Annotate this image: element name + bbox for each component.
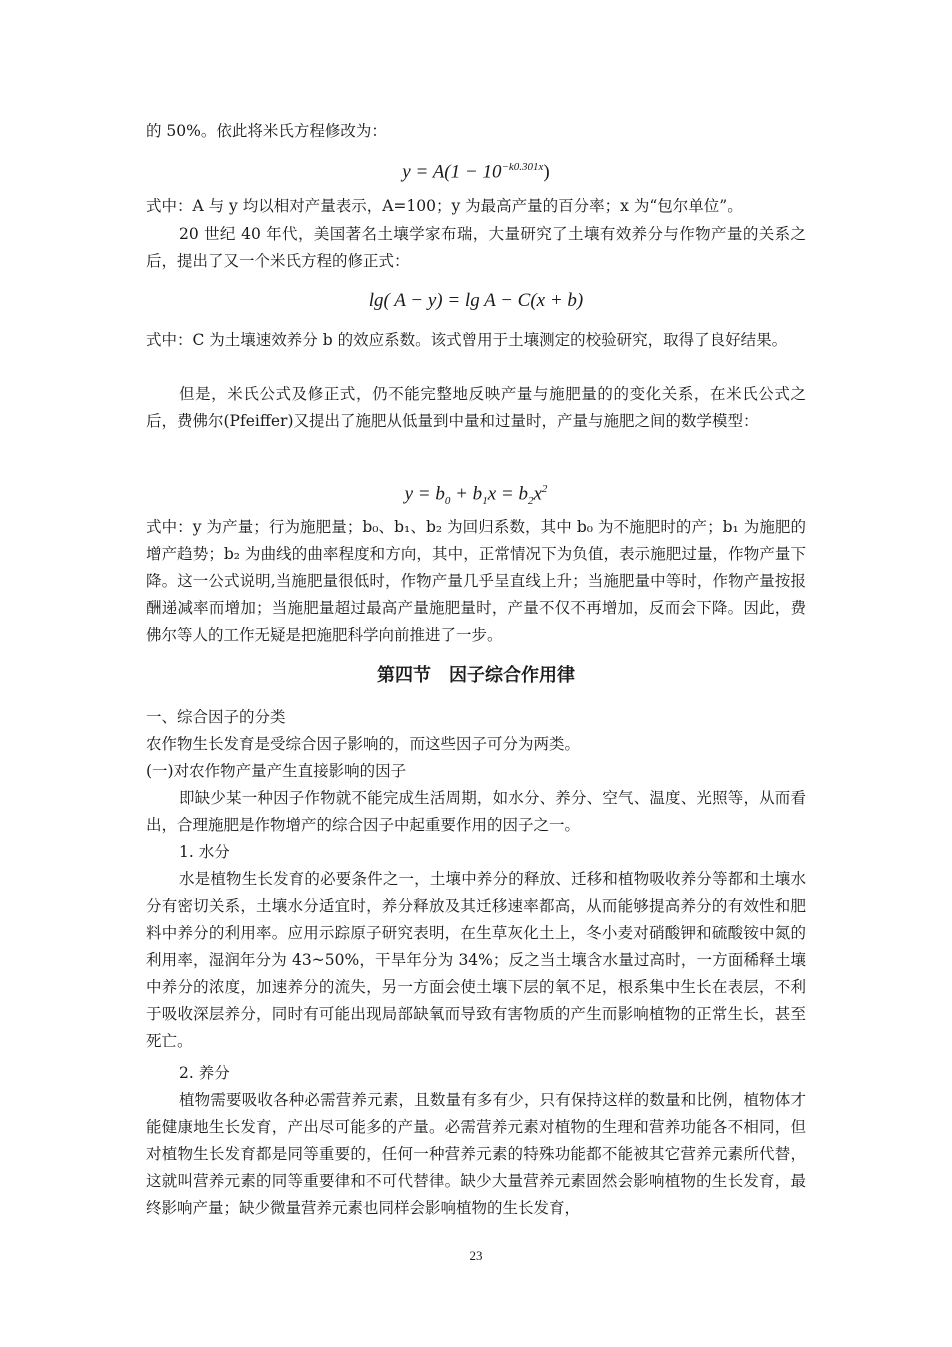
paragraph: 即缺少某一种因子作物就不能完成生活周期，如水分、养分、空气、温度、光照等，从而看出，合理施肥是作物增产的综合因子中起重要作用的因子之一。 (146, 789, 806, 834)
paragraph: 但是，米氏公式及修正式，仍不能完整地反映产量与施肥量的的变化关系，在米氏公式之后，费佛尔(Pfeiffer)又提出了施肥从低量到中量和过量时，产量与施肥之间的数学模型： (146, 385, 806, 430)
paragraph: 式中：C 为土壤速效养分 b 的效应系数。该式曾用于土壤测定的校验研究，取得了良好结果。 (146, 331, 788, 349)
paragraph: 20 世纪 40 年代，美国著名土壤学家布瑞，大量研究了土壤有效养分与作物产量的关系之后，提出了又一个米氏方程的修正式： (146, 225, 806, 270)
formula-pfeiffer: $y = b_0 + b_1x = b_2x^2$ (404, 483, 548, 508)
paragraph: 农作物生长发育是受综合因子影响的，而这些因子可分为两类。 (146, 735, 581, 753)
paragraph: 的 50%。依此将米氏方程修改为： (146, 122, 387, 140)
paragraph: 水是植物生长发育的必要条件之一，土壤中养分的释放、迁移和植物吸收养分等都和土壤水分有密切关系，土壤水分适宜时，养分释放及其迁移速率都高，从而能够提高养分的有效性和肥料中养分的利用率。应用示踪原子研究表明，在生草灰化土上，冬小麦对硝酸钾和硫酸铵中氮的利用率，湿润年分为 43~50%，干旱年分为 34%；反之当土壤含水量过高时，一方面稀释土壤中养分的浓度，加速养分的流失，另一方面会使土壤下层的氧不足，根系集中生长在表层，不利于吸收深层养分，同时有可能出现局部缺氧而导致有害物质的产生而影响植物的正常生长，甚至死亡。 (146, 870, 806, 1050)
subheading: 2. 养分 (179, 1064, 230, 1082)
formula-bray: lg( A − y) = lg A − C(x + b) (368, 290, 584, 311)
paragraph: 式中：A 与 y 均以相对产量表示，A=100；y 为最高产量的百分率；x 为“包尔单位”。 (146, 197, 743, 215)
subheading: (一)对农作物产量产生直接影响的因子 (146, 762, 407, 780)
formula-mitscherlich-modified: $y = A(1 - 10^{-k0.301x})$ (402, 161, 550, 183)
paragraph: 式中：y 为产量；行为施肥量；b₀、b₁、b₂ 为回归系数，其中 b₀ 为不施肥时的产；b₁ 为施肥的增产趋势；b₂ 为曲线的曲率程度和方向，其中，正常情况下为负值，表示施肥过量，作物产量下降。这一公式说明,当施肥量很低时，作物产量几乎呈直线上升；当施肥量中等时，作物产量按报酬递减率而增加；当施肥量超过最高产量施肥量时，产量不仅不再增加，反而会下降。因此，费佛尔等人的工作无疑是把施肥科学向前推进了一步。 (146, 518, 806, 644)
subheading: 一、综合因子的分类 (146, 708, 286, 726)
section-heading: 第四节 因子综合作用律 (377, 665, 575, 686)
subheading: 1. 水分 (179, 843, 230, 861)
paragraph: 植物需要吸收各种必需营养元素，且数量有多有少，只有保持这样的数量和比例，植物体才能健康地生长发育，产出尽可能多的产量。必需营养元素对植物的生理和营养功能各不相同，但对植物生长发育都是同等重要的，任何一种营养元素的特殊功能都不能被其它营养元素所代替，这就叫营养元素的同等重要律和不可代替律。缺少大量营养元素固然会影响植物的生长发育，最终影响产量；缺少微量营养元素也同样会影响植物的生长发育， (146, 1091, 806, 1217)
page-number: 23 (469, 1248, 483, 1263)
